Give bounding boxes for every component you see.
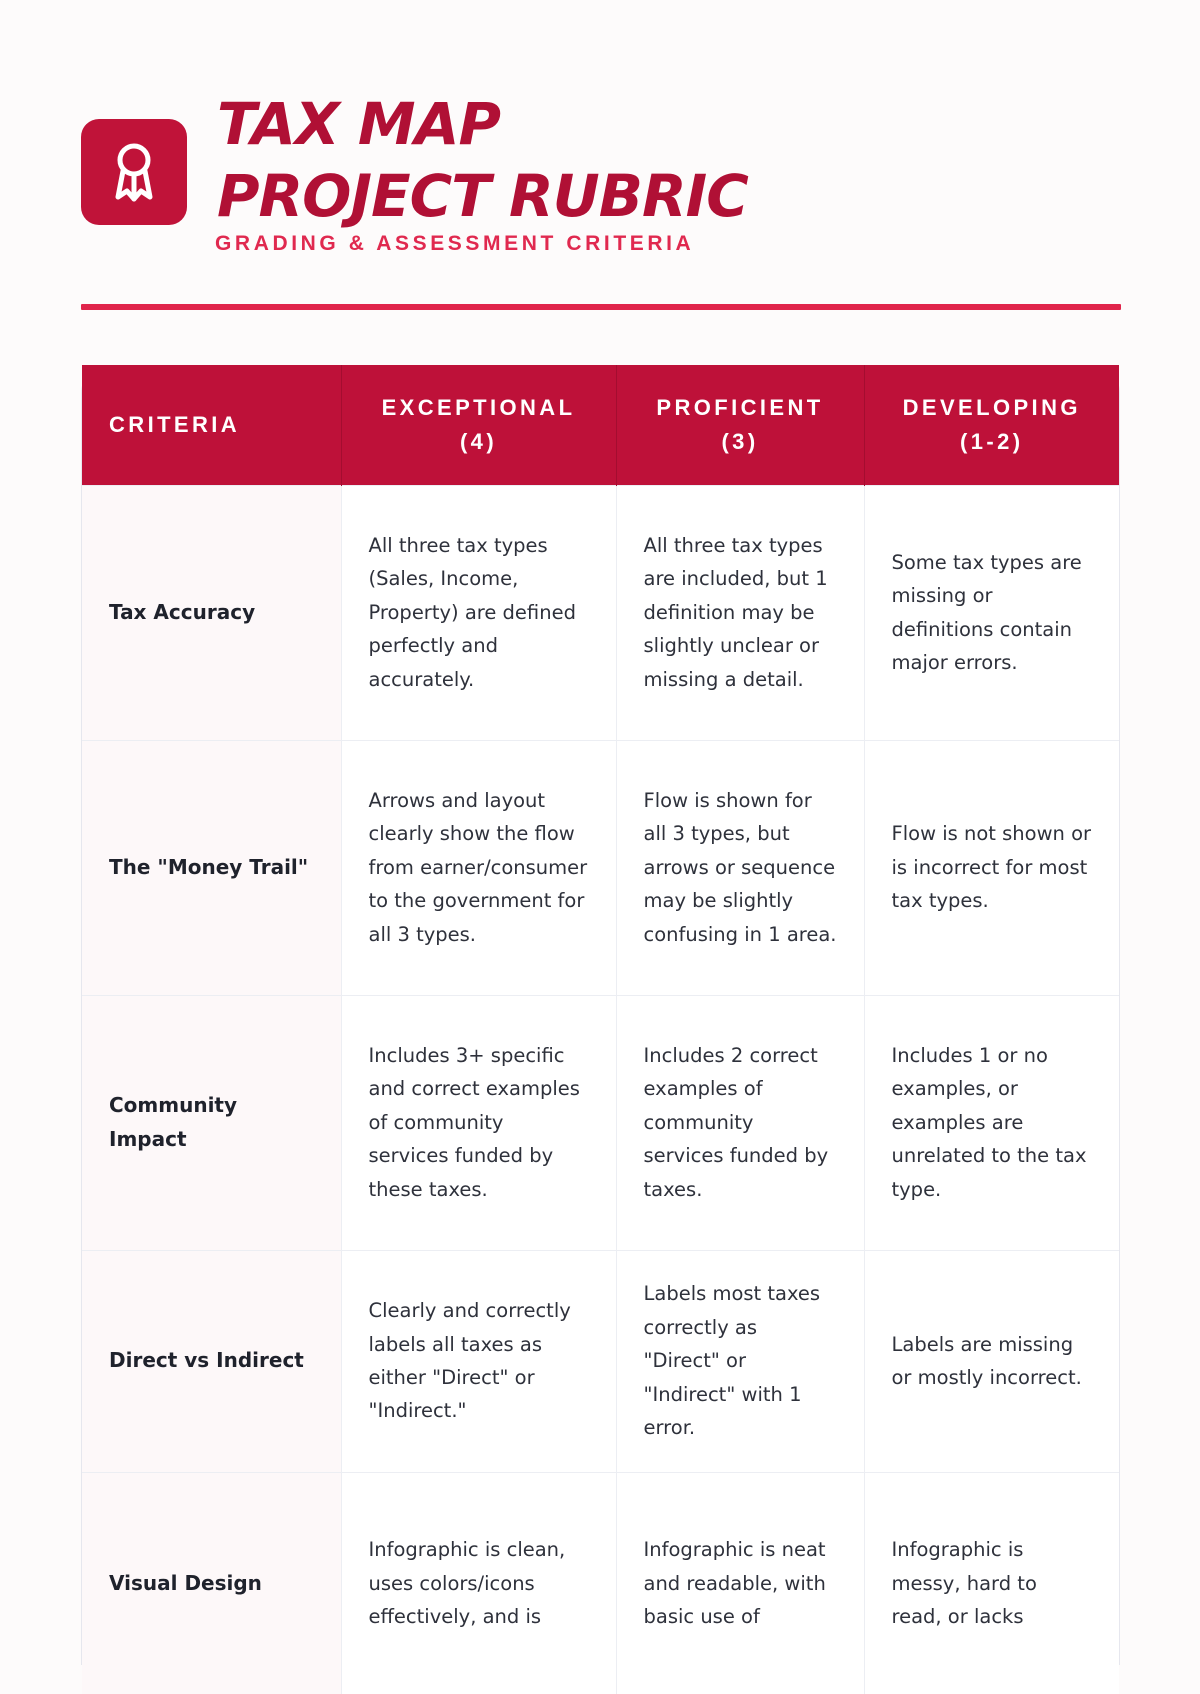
criteria-cell: Tax Accuracy — [82, 485, 341, 740]
table-header-row — [82, 365, 1119, 485]
column-header-developing: DEVELOPING (1-2) — [864, 365, 1119, 485]
proficient-cell: Labels most taxes correctly as "Direct" or "Indirect" with 1 error. — [616, 1250, 864, 1472]
header-divider — [81, 304, 1121, 310]
title-line-2: PROJECT RUBRIC — [217, 162, 748, 230]
page-subtitle: GRADING & ASSESSMENT CRITERIA — [215, 232, 695, 255]
developing-cell: Flow is not shown or is incorrect for most tax types. — [864, 740, 1119, 995]
page-title — [217, 88, 748, 232]
exceptional-cell: Clearly and correctly labels all taxes as either "Direct" or "Indirect." — [341, 1250, 616, 1472]
developing-cell: Infographic is messy, hard to read, or lacks — [864, 1472, 1119, 1694]
exceptional-cell: Includes 3+ specific and correct examples of community services funded by these taxes. — [341, 995, 616, 1250]
rubric-table-container — [81, 365, 1120, 1665]
table-row — [82, 995, 1119, 1250]
table-row — [82, 485, 1119, 740]
table-row — [82, 740, 1119, 995]
badge — [81, 119, 187, 225]
proficient-cell: All three tax types are included, but 1 definition may be slightly unclear or missing a detail. — [616, 485, 864, 740]
proficient-cell: Infographic is neat and readable, with basic use of — [616, 1472, 864, 1694]
table-row — [82, 1250, 1119, 1472]
criteria-cell: Visual Design — [82, 1472, 341, 1694]
proficient-cell: Flow is shown for all 3 types, but arrows or sequence may be slightly confusing in 1 area. — [616, 740, 864, 995]
criteria-cell: The "Money Trail" — [82, 740, 341, 995]
column-header-criteria: CRITERIA — [82, 365, 341, 485]
criteria-cell: Direct vs Indirect — [82, 1250, 341, 1472]
column-header-exceptional: EXCEPTIONAL (4) — [341, 365, 616, 485]
table-row — [82, 1472, 1119, 1694]
criteria-cell: Community Impact — [82, 995, 341, 1250]
award-ribbon-icon — [111, 141, 157, 203]
exceptional-cell: All three tax types (Sales, Income, Property) are defined perfectly and accurately. — [341, 485, 616, 740]
developing-cell: Labels are missing or mostly incorrect. — [864, 1250, 1119, 1472]
exceptional-cell: Infographic is clean, uses colors/icons effectively, and is — [341, 1472, 616, 1694]
column-header-proficient: PROFICIENT (3) — [616, 365, 864, 485]
proficient-cell: Includes 2 correct examples of community services funded by taxes. — [616, 995, 864, 1250]
exceptional-cell: Arrows and layout clearly show the flow from earner/consumer to the government for all 3 types. — [341, 740, 616, 995]
developing-cell: Includes 1 or no examples, or examples are unrelated to the tax type. — [864, 995, 1119, 1250]
rubric-table — [82, 365, 1119, 1694]
developing-cell: Some tax types are missing or definitions contain major errors. — [864, 485, 1119, 740]
page-header — [81, 88, 1121, 268]
title-line-1: TAX MAP — [217, 90, 500, 158]
